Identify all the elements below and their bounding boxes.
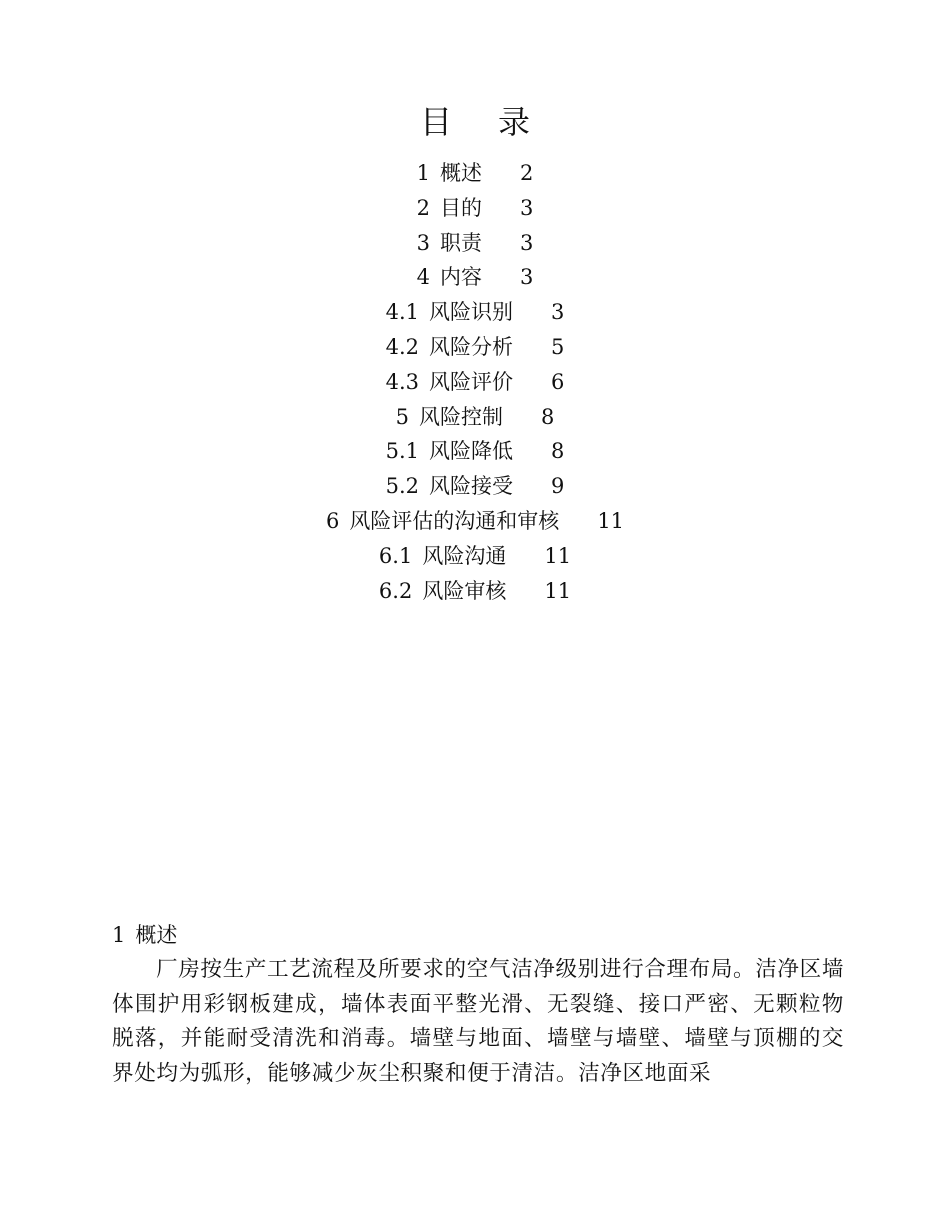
toc-entry-page: 8	[551, 439, 565, 464]
toc-entry-label: 风险识别	[429, 300, 514, 325]
toc-entry-page: 11	[544, 543, 572, 568]
toc-entry-number: 4.2	[385, 334, 420, 359]
toc-title	[0, 100, 950, 144]
toc-entry-page: 11	[544, 578, 572, 603]
toc-entry-label: 风险评估的沟通和审核	[349, 508, 560, 533]
toc-entry-page: 3	[520, 230, 534, 255]
toc-entry[interactable]	[0, 365, 950, 400]
toc-entry-number: 1	[416, 161, 430, 185]
toc-entry[interactable]	[0, 156, 950, 191]
toc-entry-label: 风险沟通	[422, 543, 507, 568]
toc-entry[interactable]	[0, 226, 950, 261]
toc-entry-page: 8	[541, 404, 555, 429]
toc-entry-page: 3	[520, 265, 534, 290]
toc-entry-label: 职责	[440, 230, 482, 255]
toc-entry-page: 9	[551, 474, 565, 499]
toc-entry-page: 3	[520, 195, 534, 220]
toc-entry-label: 目的	[440, 195, 482, 220]
toc-entry-label: 风险评价	[429, 369, 514, 394]
toc-entry[interactable]	[0, 260, 950, 295]
toc-entry-number: 6	[325, 508, 340, 533]
section-number: 1	[112, 923, 126, 947]
toc-entry-page: 2	[520, 161, 534, 185]
section-heading	[112, 918, 177, 952]
toc-entry-number: 2	[416, 195, 430, 220]
toc-entry-number: 5.2	[385, 474, 420, 499]
toc-entry-number: 5.1	[385, 439, 420, 464]
toc-entry-label: 风险分析	[429, 334, 514, 359]
toc-entry-page: 3	[551, 300, 565, 325]
toc-entry[interactable]	[0, 539, 950, 574]
toc-entry[interactable]	[0, 469, 950, 504]
toc-entry-number: 5	[395, 404, 409, 429]
toc-entry-number: 4.1	[385, 300, 420, 325]
toc-entry-page: 11	[597, 508, 625, 533]
toc-entry[interactable]	[0, 191, 950, 226]
toc-entry-label: 概述	[440, 161, 482, 185]
toc-entry-number: 6.1	[378, 543, 413, 568]
toc-entry-label: 风险审核	[422, 578, 507, 603]
toc-title-part2: 录	[498, 103, 531, 141]
toc-entry-page: 6	[551, 369, 565, 394]
toc-entry-label: 风险接受	[429, 474, 514, 499]
toc-entry-page: 5	[551, 334, 565, 359]
toc-entry[interactable]	[0, 330, 950, 365]
toc-entry-number: 4.3	[385, 369, 420, 394]
toc-entry-label: 风险降低	[429, 439, 514, 464]
toc-entry-number: 3	[416, 230, 430, 255]
toc-list	[0, 156, 950, 608]
toc-entry[interactable]	[0, 504, 950, 539]
toc-entry[interactable]	[0, 295, 950, 330]
toc-entry[interactable]	[0, 400, 950, 435]
section-title: 概述	[135, 923, 178, 947]
toc-title-part1: 目	[419, 103, 452, 141]
body-paragraph: 厂房按生产工艺流程及所要求的空气洁净级别进行合理布局。洁净区墙体围护用彩钢板建成，墙体表面平整光滑、无裂缝、接口严密、无颗粒物脱落，并能耐受清洗和消毒。墙壁与地面、墙壁与墙壁、墙壁与顶棚的交界处均为弧形，能够减少灰尘积聚和便于清洁。洁净区地面采	[112, 957, 845, 1086]
toc-entry-number: 6.2	[378, 578, 413, 603]
toc-entry-label: 风险控制	[419, 404, 503, 429]
toc-entry-label: 内容	[440, 265, 482, 290]
toc-entry[interactable]	[0, 574, 950, 609]
toc-entry-number: 4	[416, 265, 430, 290]
toc-entry[interactable]	[0, 434, 950, 469]
